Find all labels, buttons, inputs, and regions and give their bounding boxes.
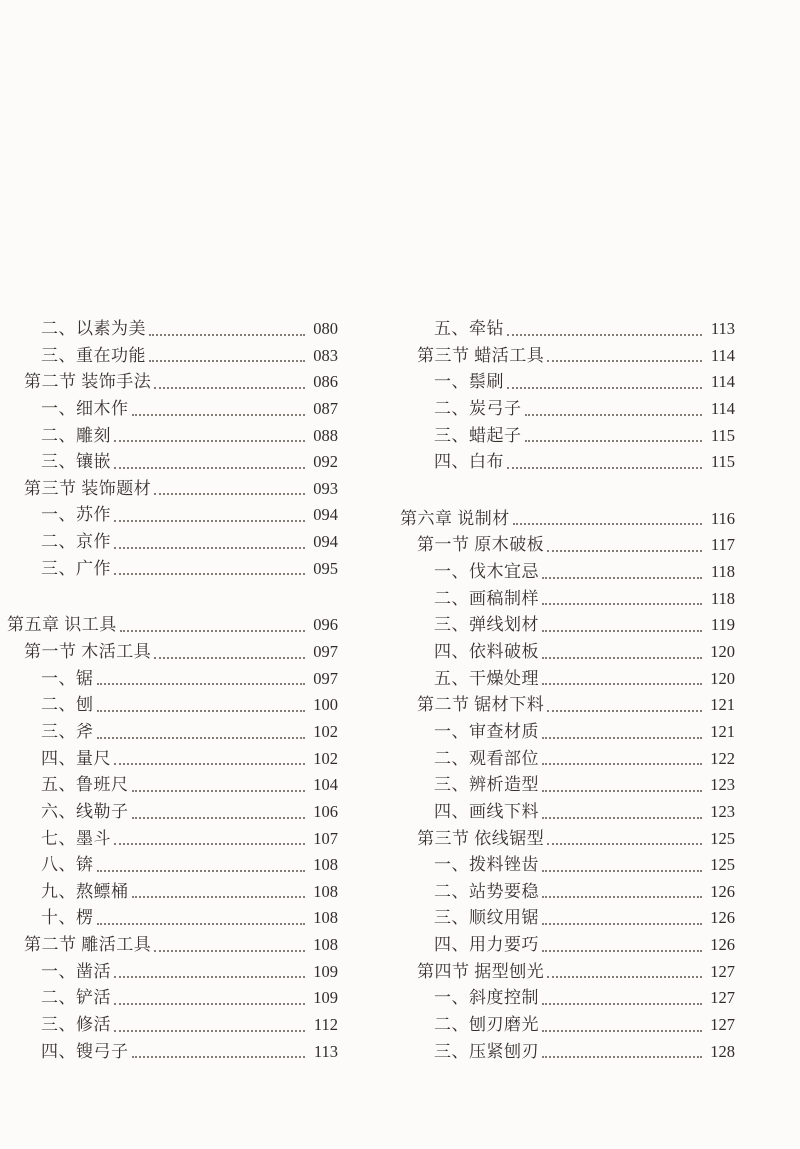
- toc-entry-page-number: 102: [313, 748, 338, 768]
- toc-entry: [7, 396, 338, 423]
- toc-entry: [400, 799, 735, 826]
- toc-entry: [400, 985, 735, 1012]
- toc-entry-label: 二、京作: [41, 532, 111, 552]
- toc-entry-page-number: 115: [710, 425, 735, 445]
- dotted-leader: [97, 683, 306, 685]
- toc-entry-label: 一、斜度控制: [434, 988, 539, 1008]
- toc-entry-page-number: 096: [313, 615, 338, 635]
- toc-entry-label: 二、刨: [41, 695, 94, 715]
- toc-entry-label: 一、鬃刷: [434, 372, 504, 392]
- toc-entry-label: 一、伐木宜忌: [434, 562, 539, 582]
- toc-entry-page-number: 127: [710, 988, 735, 1008]
- toc-entry: [400, 879, 735, 906]
- toc-entry-label: 二、站势要稳: [434, 881, 539, 901]
- dotted-leader: [154, 657, 305, 659]
- toc-entry-page-number: 112: [313, 1015, 338, 1035]
- toc-entry-label: 第六章 说制材: [400, 508, 510, 528]
- toc-entry: [7, 772, 338, 799]
- dotted-leader: [97, 737, 306, 739]
- dotted-leader: [542, 683, 702, 685]
- toc-entry: [400, 423, 735, 450]
- toc-entry-label: 五、鲁班尺: [41, 775, 129, 795]
- dotted-leader: [507, 467, 702, 469]
- toc-entry-page-number: 125: [710, 828, 735, 848]
- dotted-leader: [507, 387, 702, 389]
- toc-entry-page-number: 097: [313, 642, 338, 662]
- dotted-leader: [149, 360, 305, 362]
- dotted-leader: [154, 950, 305, 952]
- toc-entry-label: 四、画线下料: [434, 801, 539, 821]
- toc-entry-page-number: 126: [710, 935, 735, 955]
- toc-entry-page-number: 113: [710, 319, 735, 338]
- toc-entry: [400, 369, 735, 396]
- toc-entry-page-number: 118: [710, 562, 735, 582]
- dotted-leader: [525, 440, 703, 442]
- toc-entry-label: 四、锼弓子: [41, 1041, 129, 1061]
- toc-entry: [7, 449, 338, 476]
- dotted-leader: [114, 573, 305, 575]
- toc-entry-label: 三、顺纹用锯: [434, 908, 539, 928]
- toc-entry-label: 第三节 装饰题材: [24, 478, 152, 498]
- toc-entry-label: 三、压紧刨刃: [434, 1041, 539, 1061]
- toc-entry-label: 三、斧: [41, 721, 94, 741]
- toc-entry-label: 五、牵钻: [434, 319, 504, 338]
- toc-entry-label: 第三节 依线锯型: [417, 828, 545, 848]
- dotted-leader: [114, 547, 305, 549]
- toc-entry-page-number: 109: [313, 961, 338, 981]
- toc-entry: [400, 852, 735, 879]
- toc-entry-label: 三、重在功能: [41, 345, 146, 365]
- dotted-leader: [132, 1056, 306, 1058]
- toc-entry: [7, 959, 338, 986]
- toc-entry-label: 四、量尺: [41, 748, 111, 768]
- toc-entry-page-number: 114: [710, 372, 735, 392]
- toc-entry-label: 二、炭弓子: [434, 398, 522, 418]
- toc-entry-page-number: 097: [313, 668, 338, 688]
- toc-entry-page-number: 088: [313, 425, 338, 445]
- toc-entry-page-number: 087: [313, 398, 338, 418]
- toc-entry-label: 二、观看部位: [434, 748, 539, 768]
- toc-entry-label: 四、依料破板: [434, 642, 539, 662]
- toc-entry-page-number: 094: [313, 505, 338, 525]
- dotted-leader: [542, 790, 702, 792]
- toc-column-left: [7, 316, 338, 1065]
- toc-entry-label: 六、线勒子: [41, 801, 129, 821]
- dotted-leader: [542, 603, 702, 605]
- toc-entry-label: 一、审查材质: [434, 721, 539, 741]
- toc-entry: [400, 959, 735, 986]
- toc-entry: [400, 932, 735, 959]
- toc-entry-label: 二、雕刻: [41, 425, 111, 445]
- toc-entry-page-number: 126: [710, 908, 735, 928]
- toc-entry: [7, 502, 338, 529]
- toc-entry: [7, 529, 338, 556]
- toc-entry-label: 三、镶嵌: [41, 452, 111, 472]
- toc-entry-page-number: 094: [313, 532, 338, 552]
- toc-entry: [7, 1012, 338, 1039]
- toc-entry: [400, 746, 735, 773]
- toc-entry-page-number: 108: [313, 855, 338, 875]
- toc-entry-page-number: 114: [710, 345, 735, 365]
- toc-entry: [7, 343, 338, 370]
- toc-entry-page-number: 123: [710, 775, 735, 795]
- dotted-leader: [542, 577, 702, 579]
- dotted-leader: [542, 817, 702, 819]
- toc-entry-label: 第一节 原木破板: [417, 535, 545, 555]
- toc-entry: [7, 826, 338, 853]
- toc-entry: [7, 852, 338, 879]
- dotted-leader: [114, 843, 305, 845]
- toc-entry-page-number: 104: [313, 775, 338, 795]
- dotted-leader: [542, 1030, 702, 1032]
- toc-entry: [400, 666, 735, 693]
- dotted-leader: [97, 923, 306, 925]
- toc-entry: [400, 1039, 735, 1066]
- toc-entry-page-number: 108: [313, 935, 338, 955]
- toc-entry-page-number: 106: [313, 801, 338, 821]
- toc-entry: [400, 559, 735, 586]
- toc-entry-label: 一、拨料锉齿: [434, 855, 539, 875]
- toc-entry-label: 七、墨斗: [41, 828, 111, 848]
- toc-entry: [7, 423, 338, 450]
- dotted-leader: [132, 790, 306, 792]
- toc-entry-page-number: 127: [710, 1015, 735, 1035]
- dotted-leader: [542, 923, 702, 925]
- toc-entry-label: 十、楞: [41, 908, 94, 928]
- toc-entry: [7, 905, 338, 932]
- toc-entry-page-number: 109: [313, 988, 338, 1008]
- toc-entry: [400, 532, 735, 559]
- toc-entry: [7, 692, 338, 719]
- toc-entry: [400, 316, 735, 343]
- toc-entry: [400, 1012, 735, 1039]
- toc-entry: [400, 586, 735, 613]
- toc-entry-page-number: 100: [313, 695, 338, 715]
- toc-entry-page-number: 120: [710, 668, 735, 688]
- toc-entry-label: 一、锯: [41, 668, 94, 688]
- toc-entry-label: 第二节 装饰手法: [24, 372, 152, 392]
- toc-entry-page-number: 116: [710, 508, 735, 528]
- toc-entry-label: 第四节 据型刨光: [417, 961, 545, 981]
- dotted-leader: [547, 843, 702, 845]
- toc-entry-page-number: 119: [710, 615, 735, 635]
- dotted-leader: [149, 334, 305, 336]
- toc-entry: [7, 556, 338, 583]
- dotted-leader: [114, 976, 305, 978]
- dotted-leader: [542, 630, 702, 632]
- dotted-leader: [154, 387, 305, 389]
- toc-entry-label: 一、细木作: [41, 398, 129, 418]
- toc-entry: [7, 719, 338, 746]
- toc-entry-label: 第五章 识工具: [7, 615, 117, 635]
- dotted-leader: [120, 630, 305, 632]
- toc-entry: [400, 905, 735, 932]
- toc-entry: [7, 316, 338, 343]
- toc-entry: [400, 449, 735, 476]
- toc-entry-label: 第二节 锯材下料: [417, 695, 545, 715]
- dotted-leader: [114, 1030, 305, 1032]
- toc-entry-page-number: 095: [313, 558, 338, 578]
- toc-entry: [7, 879, 338, 906]
- toc-entry: [7, 612, 338, 639]
- toc-entry-page-number: 126: [710, 881, 735, 901]
- toc-entry: [400, 612, 735, 639]
- toc-entry-page-number: 123: [710, 801, 735, 821]
- toc-entry-label: 二、铲活: [41, 988, 111, 1008]
- toc-entry-page-number: 092: [313, 452, 338, 472]
- toc-entry: [400, 639, 735, 666]
- toc-entry: [400, 506, 735, 533]
- toc-entry: [7, 666, 338, 693]
- toc-entry-page-number: 108: [313, 908, 338, 928]
- toc-entry-page-number: 108: [313, 881, 338, 901]
- toc-entry: [7, 639, 338, 666]
- toc-entry-page-number: 128: [710, 1041, 735, 1061]
- dotted-leader: [542, 1056, 702, 1058]
- dotted-leader: [542, 896, 702, 898]
- toc-entry-page-number: 080: [313, 319, 338, 338]
- dotted-leader: [132, 414, 306, 416]
- toc-entry-label: 一、凿活: [41, 961, 111, 981]
- toc-entry: [400, 692, 735, 719]
- toc-entry: [7, 476, 338, 503]
- toc-entry-page-number: 093: [313, 478, 338, 498]
- dotted-leader: [542, 657, 702, 659]
- toc-entry-page-number: 125: [710, 855, 735, 875]
- toc-entry-label: 一、苏作: [41, 505, 111, 525]
- dotted-leader: [547, 710, 702, 712]
- toc-entry-label: 三、广作: [41, 558, 111, 578]
- dotted-leader: [542, 763, 702, 765]
- dotted-leader: [547, 976, 702, 978]
- toc-entry-label: 三、蜡起子: [434, 425, 522, 445]
- toc-entry: [7, 799, 338, 826]
- toc-entry-page-number: 107: [313, 828, 338, 848]
- dotted-leader: [542, 1003, 702, 1005]
- toc-entry: [7, 369, 338, 396]
- dotted-leader: [542, 737, 702, 739]
- toc-entry-page-number: 117: [710, 535, 735, 555]
- toc-entry-label: 二、画稿制样: [434, 588, 539, 608]
- toc-entry-label: 八、锛: [41, 855, 94, 875]
- toc-entry-page-number: 114: [710, 398, 735, 418]
- dotted-leader: [114, 763, 305, 765]
- dotted-leader: [513, 523, 702, 525]
- toc-entry-label: 第一节 木活工具: [24, 642, 152, 662]
- toc-entry-page-number: 122: [710, 748, 735, 768]
- dotted-leader: [547, 360, 702, 362]
- dotted-leader: [114, 467, 305, 469]
- toc-entry-page-number: 121: [710, 695, 735, 715]
- toc-entry: [7, 985, 338, 1012]
- toc-entry-page-number: 083: [313, 345, 338, 365]
- toc-entry: [400, 826, 735, 853]
- toc-entry-label: 第二节 雕活工具: [24, 935, 152, 955]
- toc-entry-page-number: 113: [313, 1041, 338, 1061]
- toc-entry: [7, 932, 338, 959]
- dotted-leader: [132, 896, 306, 898]
- toc-entry-page-number: 127: [710, 961, 735, 981]
- toc-entry-page-number: 115: [710, 452, 735, 472]
- dotted-leader: [154, 493, 305, 495]
- dotted-leader: [542, 870, 702, 872]
- toc-column-right: [400, 316, 735, 1065]
- dotted-leader: [132, 817, 306, 819]
- dotted-leader: [507, 334, 702, 336]
- dotted-leader: [97, 710, 306, 712]
- toc-entry: [400, 343, 735, 370]
- toc-entry: [400, 772, 735, 799]
- dotted-leader: [547, 550, 702, 552]
- toc-entry-label: 三、弹线划材: [434, 615, 539, 635]
- toc-entry-label: 第三节 蜡活工具: [417, 345, 545, 365]
- dotted-leader: [542, 950, 702, 952]
- toc-entry-page-number: 121: [710, 721, 735, 741]
- toc-entry: [7, 746, 338, 773]
- dotted-leader: [525, 414, 703, 416]
- toc-entry-page-number: 102: [313, 721, 338, 741]
- dotted-leader: [97, 870, 306, 872]
- toc-entry-page-number: 118: [710, 588, 735, 608]
- toc-entry-label: 二、刨刃磨光: [434, 1015, 539, 1035]
- toc-entry-label: 三、修活: [41, 1015, 111, 1035]
- toc-entry-page-number: 120: [710, 642, 735, 662]
- toc-entry-label: 三、辨析造型: [434, 775, 539, 795]
- toc-entry-label: 九、熬鳔桶: [41, 881, 129, 901]
- toc-entry: [7, 1039, 338, 1066]
- toc-entry-label: 五、干燥处理: [434, 668, 539, 688]
- toc-entry-label: 四、白布: [434, 452, 504, 472]
- toc-entry-page-number: 086: [313, 372, 338, 392]
- toc-entry-label: 四、用力要巧: [434, 935, 539, 955]
- toc-entry: [400, 396, 735, 423]
- dotted-leader: [114, 440, 305, 442]
- toc-entry-label: 二、以素为美: [41, 319, 146, 338]
- dotted-leader: [114, 1003, 305, 1005]
- toc-entry: [400, 719, 735, 746]
- dotted-leader: [114, 520, 305, 522]
